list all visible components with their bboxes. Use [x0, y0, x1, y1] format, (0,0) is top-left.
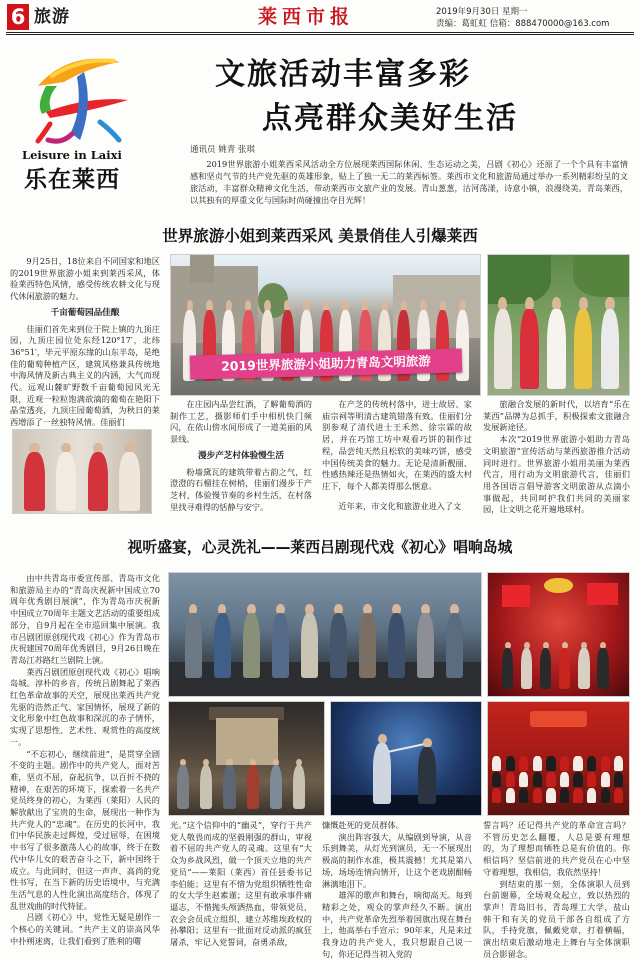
story2-left-column — [10, 573, 160, 946]
story1-column-b — [322, 399, 472, 519]
photo-figure — [293, 765, 305, 809]
photo-figure — [587, 772, 596, 787]
byline: 通讯员 姚青 张琪 — [190, 145, 255, 155]
photo-figure — [614, 756, 623, 771]
photo-duet-scene — [330, 701, 482, 816]
story1-column-c — [483, 399, 630, 519]
story2-column-b — [322, 820, 472, 959]
paragraph: 旅融合发展的新时代，以培育“乐在莱西”品牌为总抓手，积极探索文旅融合发展新途径。 — [483, 399, 630, 433]
photo-figure — [185, 613, 202, 677]
paragraph: 粉墙黛瓦的建筑带着古韵之气，红澄澄的石榴挂在树梢，佳丽们漫步于产芝村，体验慢节奏的乡村生活，在村落里找寻难得的恬静与安宁。 — [170, 466, 312, 512]
paragraph: 雄浑的歌声和舞台，响彻高天。每到精彩之处，观众的掌声经久不断。演出中，共产党革命先烈举着国旗出现在舞台上，他高举右手宣示：90年来，凡是来过我身边的共产党人，我只想跟自己说一句，你还记得当初入党的 — [322, 890, 472, 959]
photo-figure — [560, 772, 569, 787]
photo-figure — [521, 648, 532, 689]
logo-dot-right — [100, 122, 119, 140]
editor-info: 责编：葛虹虹 信箱：888470000@163.com — [436, 19, 610, 29]
leisure-logo-icon — [22, 50, 134, 148]
photo-figure — [492, 772, 501, 787]
photo-figure — [494, 309, 512, 389]
photo-village-visit — [12, 429, 152, 514]
page-number: 6 — [7, 4, 29, 30]
header-rule-thin — [6, 34, 634, 35]
paragraph: 由中共青岛市委宣传部、青岛市文化和旅游局主办的“青岛庆祝新中国成立70周年优秀剧目展演”，作为青岛市庆祝新中国成立70周年主题文艺活动的重要组成部分，自9月起在全市巡回集中展演。我市吕剧团原创现代戏《初心》作为青岛市庆祝建国70周年优秀剧目，9月26日晚在青岛江苏路红兰剧院上演。 — [10, 573, 160, 665]
photo-figure — [330, 613, 347, 677]
photo-figure — [519, 788, 528, 803]
photo-banner: 2019世界旅游小姐助力青岛文明旅游 — [189, 348, 461, 379]
photo-flag — [502, 585, 530, 607]
paragraph: 本次“2019世界旅游小姐助力青岛文明旅游”宣传活动与莱西旅游推介活动同时进行。世界旅游小姐用美丽为莱西代言，用行动为文明旅游代言，佳丽们用各国语言倡导游客文明旅游从点滴小事做起，共同呵护我们共同的美丽家园，让文明之花开遍地球村。 — [483, 434, 630, 515]
photo-red-stage — [487, 572, 630, 697]
paragraph: 近年来，市文化和旅游业进入了文 — [338, 500, 462, 511]
paragraph: 誓言吗？还记得共产党的革命宣言吗？不管历史怎么翻覆，人总是要有理想的，为了理想而牺牲总是有价值的。你相信吗？坚信前进的共产党员在心中坚守着理想，我相信，我依然坚持！ — [483, 820, 630, 877]
photo-figure — [587, 756, 596, 771]
photo-figure — [243, 613, 260, 677]
subheading: 千亩葡萄园品佳酿 — [50, 307, 120, 318]
photo-figure — [177, 765, 189, 809]
photo-figure — [573, 756, 582, 771]
photo-figure — [533, 756, 542, 771]
paragraph: “不忘初心，继续前进”，是贯穿全剧不变的主题。剧作中的共产党人，面对苦难，坚贞不屈，奋起抗争，以百折不挠的精神，在艰苦的环境下，探索着一名共产党员终身的初心，为莱西（莱阳）人民的解放献出了宝贵的生命，展现出一种作为共产党人的“忠魂”。在历史的长河中，我们中华民族走过辉煌，受过屈辱，在困境中书写了很多激荡人心的故事，终于在数代中华儿女的艰苦奋斗之下，新中国终于成立。与此同时，但这一声声、高尚的党性书写，在当下新的历史语境中，与充满生活气息的人性化演出高度结合，体现了乱世戏曲的时代特征。 — [10, 748, 160, 911]
photo-figure — [388, 613, 405, 677]
photo-figure — [546, 788, 555, 803]
newspaper-masthead: 莱西市报 — [258, 6, 355, 28]
photo-stage-light — [544, 578, 572, 593]
photo-figure — [601, 756, 610, 771]
photo-tree — [488, 255, 551, 304]
photo-figure — [446, 613, 463, 677]
paragraph: 在庄园内品尝红酒，了解葡萄酒的制作工艺，摄影师们手中相机快门频闪，在依山傍水间形成了一道美丽的风景线。 — [170, 399, 312, 445]
photo-figure — [601, 788, 610, 803]
photo-figure — [24, 452, 45, 511]
photo-figure — [88, 452, 109, 511]
story2-title: 视听盛宴，心灵洗礼——莱西吕剧现代戏《初心》唱响岛城 — [127, 539, 513, 556]
photo-tree — [573, 255, 629, 297]
photo-figure — [573, 772, 582, 787]
paragraph: 莱西吕剧团原创现代戏《初心》唱响岛城。淳朴的乡音，传统吕剧舞起了莱西红色革命故事的天空，展现出莱西共产党先驱的浩然正气、家国情怀，展现了新的文化形象中红色故事和深沉的赤子情怀，实现了思想性、艺术性、观赏性的高度统一。 — [10, 666, 160, 747]
photo-figure — [601, 772, 610, 787]
intro-paragraph: 2019世界旅游小姐莱西采风活动全方位展现莱西国际休闲、生态运动之美，吕剧《初心》还原了一个个具有丰富情感和坚贞气节的共产党先驱的英雄形象，贴上了独一无二的莱西标签。莱西市文化和旅游局通过举办一系列精彩纷呈的文旅活动，丰富群众精神文化生活，带动莱西市文旅产业的发展。青山葱葱，沽河荡漾，诗意小镇，浪漫绕美。青岛莱西，以其独有的厚重文化与国际时尚碰撞出夺目光辉！ — [190, 159, 628, 205]
photo-figure — [597, 648, 608, 689]
photo-figure — [520, 309, 538, 389]
photo-figure — [223, 765, 235, 809]
photo-prop — [388, 743, 424, 752]
photo-figure — [492, 788, 501, 803]
photo-opera-cast — [168, 572, 482, 697]
paragraph: 光。”这个信仰中的“幽灵”，穿行于共产党人敬畏而成的坚毅刚强的群山，审视着不屈的共产党人的灵魂。这里有“大众为乡战风烈，做一个顶天立地的共产党员”——莱阳（莱西）首任县委书记李伯能；这里有不惜为党组织牺牲性命的女大学生赵素谨；这里有敢承事件痛逼志，不惜抛头颅洒热血，带领党员、农会会员成立组织，建立苏维埃政权的孙攀阳；这里有一批面对反动派的疯狂屠杀，牢记入党誓词，奋勇杀敌， — [170, 820, 312, 948]
paragraph: 在产芝的传统村落中，进士故居、家庙宗祠等明清古建筑错落有致。佳丽们分别参观了清代进士王禾然、徐宗霖的故居，并在巧馆工坊中观看巧饼的制作过程，品尝纯天然且松软的美味巧饼，感受中国传统美食的魅力。无论是清新靓丽、性感热辣还是热情如火，在莱西的盛大村庄下，每个人都美得那么惬意。 — [322, 399, 472, 491]
photo-figure — [560, 788, 569, 803]
photo-figure — [519, 772, 528, 787]
photo-figure — [272, 613, 289, 677]
photo-figure — [506, 772, 515, 787]
headline-line-1: 文旅活动丰富多彩 — [215, 57, 471, 92]
photo-figure — [533, 788, 542, 803]
photo-flag — [587, 583, 618, 605]
photo-figure — [359, 613, 376, 677]
story2-column-c — [483, 820, 630, 959]
photo-figure — [540, 648, 551, 689]
subheading: 漫步产芝村体验慢生活 — [198, 450, 284, 461]
photo-stage-floor — [331, 795, 481, 815]
photo-figure — [56, 452, 77, 511]
photo-figure — [533, 772, 542, 787]
story1-title: 世界旅游小姐到莱西采风 美景俏佳人引爆莱西 — [162, 227, 478, 245]
section-name: 旅游 — [34, 7, 70, 27]
headline-line-2: 点亮群众美好生活 — [262, 101, 518, 136]
photo-figure — [559, 648, 570, 689]
photo-figure — [578, 648, 589, 689]
photo-figure — [502, 648, 513, 689]
paragraph: 9月25日，18位来自不同国家和地区的2019世界旅游小姐来到莱西采风，体验莱西特色风情，感受传统农耕文化与现代休闲旅游的魅力。 — [10, 256, 160, 302]
photo-figure — [214, 613, 231, 677]
photo-figure — [614, 772, 623, 787]
story1-left-column — [10, 256, 160, 426]
photo-house — [216, 718, 278, 765]
photo-figure — [601, 309, 619, 389]
paragraph: 到结束的那一刻，全体演职人员到台前谢幕，全场观众起立，致以热烈的掌声！青岛旧书、青岛理工大学，盐山韩干和有关的党员干部各自组成了方队，手持党旗，佩戴党章，打着横幅，演出结束后激动地走上舞台与全体演职员合影留念。 — [483, 878, 630, 959]
issue-date: 2019年9月30日 星期一 — [436, 7, 528, 17]
photo-curtain-call — [487, 701, 630, 816]
logo-stroke-magenta — [48, 134, 72, 141]
story1-column-a — [170, 399, 312, 519]
photo-contestants-garden — [487, 254, 630, 396]
logo-english-text: Leisure in Laixi — [22, 148, 122, 162]
photo-figure — [546, 772, 555, 787]
photo-figure — [270, 765, 282, 809]
paragraph: 吕剧《初心》中，党性无疑是剧作一个核心的关键词。“共产主义的崇高风华中扑朔迷离，让我们看到了胜利的曙 — [10, 912, 160, 946]
paragraph: 慷慨赴死的党员群体。 — [322, 820, 404, 830]
photo-figure — [506, 788, 515, 803]
photo-figure — [574, 309, 592, 389]
photo-figure — [560, 756, 569, 771]
header-rule — [6, 32, 634, 33]
paragraph: 演出阵容强大，从编剧到导演，从音乐到舞美，从灯光到演员，无一不展现出极高的制作水准，极其震撼！尤其是第八场，场场连情向情开，让这个老戏剧酣畅淋漓地泪下。 — [322, 831, 472, 889]
logo-chinese-text: 乐在莱西 — [24, 166, 120, 193]
paragraph: 佳丽们首先来到位于院上镇的九顶庄园，九顶庄园位处东经120°17′，北纬36°51′，毕元平原东缘的山东半岛，是绝佳的葡萄种植产区，建筑风格兼具传统地中海风情及新古典主义的内涵，大气而现代。远观山麓旷野数千亩葡萄园风光无限，近观一粒粒饱满欲滴的葡萄在艳阳下晶莹透亮，九顶庄园葡萄酒，为秋日的莱西增添了一丝独特风情。佳丽们 — [10, 323, 160, 428]
photo-figure — [519, 756, 528, 771]
photo-figure — [506, 756, 515, 771]
photo-figure — [587, 788, 596, 803]
photo-figure — [301, 613, 318, 677]
photo-stage-banner — [530, 711, 586, 727]
photo-village-scene — [168, 701, 325, 816]
photo-tower — [190, 255, 215, 283]
photo-figure — [547, 309, 565, 389]
photo-figure — [573, 788, 582, 803]
photo-group-banner — [170, 254, 481, 396]
story2-column-a — [170, 820, 312, 948]
photo-figure — [417, 613, 434, 677]
photo-figure — [614, 788, 623, 803]
photo-figure — [492, 756, 501, 771]
photo-figure — [247, 765, 259, 809]
photo-figure — [546, 756, 555, 771]
photo-figure — [418, 747, 436, 804]
photo-figure — [200, 765, 212, 809]
photo-figure — [119, 452, 140, 511]
